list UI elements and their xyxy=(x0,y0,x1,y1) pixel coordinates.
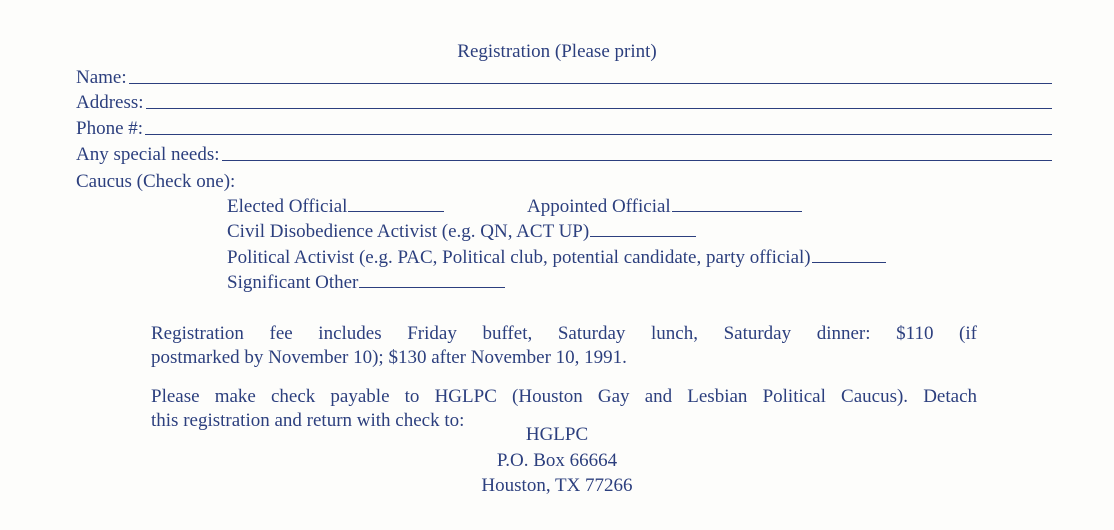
option-political-label: Political Activist (e.g. PAC, Political club, potential candidate, party official) xyxy=(227,247,811,268)
payable-line-2: this registration and return with check to: xyxy=(151,410,465,431)
political-check-line[interactable] xyxy=(812,261,886,263)
form-title: Registration (Please print) xyxy=(457,41,657,62)
caucus-label: Caucus (Check one): xyxy=(76,171,236,192)
name-field[interactable] xyxy=(76,68,1052,87)
payable-line-1: Please make check payable to HGLPC (Houston Gay and Lesbian Political Caucus). Detach xyxy=(151,386,977,407)
phone-line[interactable] xyxy=(145,134,1052,135)
option-elected-official[interactable] xyxy=(227,197,444,216)
option-civil-label: Civil Disobedience Activist (e.g. QN, ACT UP) xyxy=(227,221,590,242)
fee-line-1: Registration fee includes Friday buffet, Saturday lunch, Saturday dinner: $110 (if xyxy=(151,323,977,344)
option-significant-other[interactable] xyxy=(227,273,505,292)
address-line[interactable] xyxy=(146,108,1052,109)
special-needs-field[interactable] xyxy=(76,145,1052,164)
significant-check-line[interactable] xyxy=(359,286,505,288)
fee-paragraph xyxy=(151,322,977,370)
phone-field[interactable] xyxy=(76,119,1052,138)
civil-check-line[interactable] xyxy=(590,235,696,237)
option-political-activist[interactable] xyxy=(227,248,886,267)
name-label: Name: xyxy=(76,67,127,88)
option-appointed-official[interactable] xyxy=(527,197,802,216)
option-significant-label: Significant Other xyxy=(227,272,359,293)
address-box: P.O. Box 66664 xyxy=(496,450,618,471)
address-field[interactable] xyxy=(76,93,1052,112)
address-city: Houston, TX 77266 xyxy=(481,475,633,496)
special-needs-label: Any special needs: xyxy=(76,144,220,165)
elected-check-line[interactable] xyxy=(348,210,444,212)
phone-label: Phone #: xyxy=(76,118,144,139)
option-elected-label: Elected Official xyxy=(227,196,348,217)
option-civil-disobedience[interactable] xyxy=(227,222,696,241)
fee-line-2: postmarked by November 10); $130 after November 10, 1991. xyxy=(151,347,627,368)
option-appointed-label: Appointed Official xyxy=(527,196,671,217)
appointed-check-line[interactable] xyxy=(672,210,802,212)
address-org: HGLPC xyxy=(525,424,589,445)
address-label: Address: xyxy=(76,92,144,113)
special-needs-line[interactable] xyxy=(222,160,1052,161)
name-line[interactable] xyxy=(129,83,1052,84)
